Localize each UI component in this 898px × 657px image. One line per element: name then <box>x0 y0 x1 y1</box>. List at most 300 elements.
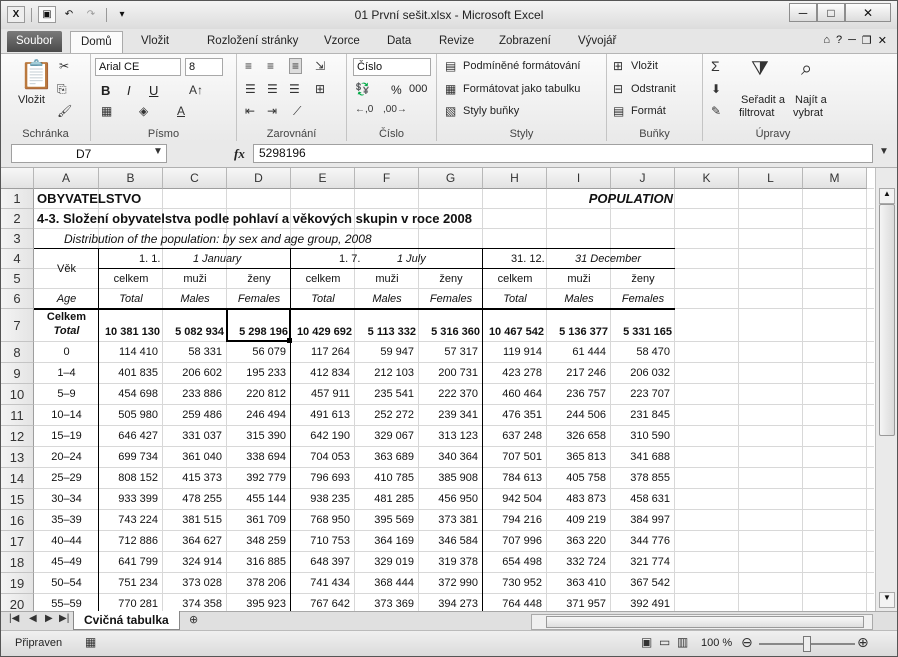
font-size-field[interactable]: 8 <box>185 58 223 76</box>
selected-cell-d7[interactable] <box>226 308 291 342</box>
cell-value[interactable]: 59 947 <box>380 346 414 358</box>
cell-value[interactable]: 310 590 <box>630 430 670 442</box>
column-header-i[interactable]: I <box>547 168 611 189</box>
cell-celkem[interactable]: Celkem <box>46 311 87 323</box>
row-header-10[interactable]: 10 <box>1 384 34 405</box>
cell-value[interactable]: 341 688 <box>630 451 670 463</box>
cell-header-en[interactable]: Males <box>372 293 402 305</box>
last-sheet-icon[interactable]: ▶| <box>59 613 70 624</box>
cell-title-cz[interactable]: OBYVATELSTVO <box>37 191 142 206</box>
tab-view[interactable]: Zobrazení <box>499 35 551 47</box>
cell-value[interactable]: 56 079 <box>252 346 286 358</box>
cell-header-en[interactable]: Females <box>429 293 473 305</box>
cell-value[interactable]: 321 774 <box>630 556 670 568</box>
cell-value[interactable]: 457 911 <box>311 388 350 400</box>
format-painter-icon[interactable]: 🖌 <box>57 104 73 118</box>
cell-value[interactable]: 770 281 <box>118 598 158 610</box>
cell-table-subheading[interactable]: Distribution of the population: by sex and age group, 2008 <box>64 232 372 246</box>
cell-value[interactable]: 654 498 <box>502 556 542 568</box>
name-box-dropdown-icon[interactable]: ▼ <box>153 146 163 157</box>
sort-filter-label-1[interactable]: Seřadit a <box>741 94 786 106</box>
cell-value[interactable]: 316 885 <box>246 556 286 568</box>
cell-age-group[interactable]: 45–49 <box>51 556 82 568</box>
cell-value[interactable]: 378 855 <box>630 472 670 484</box>
scroll-up-icon[interactable]: ▲ <box>879 188 895 204</box>
increase-indent-icon[interactable]: ⇥ <box>267 104 278 118</box>
cell-value[interactable]: 373 381 <box>438 514 478 526</box>
cell-value[interactable]: 378 206 <box>246 577 286 589</box>
cell-header-en[interactable]: Total <box>503 293 527 305</box>
cell-age-group[interactable]: 30–34 <box>51 493 82 505</box>
align-bottom-icon[interactable]: ≡ <box>289 58 302 74</box>
cell-value[interactable]: 491 613 <box>310 409 350 421</box>
cell-value[interactable]: 252 272 <box>374 409 414 421</box>
cell-age-group[interactable]: 0 <box>63 346 70 358</box>
cell-value[interactable]: 707 996 <box>502 535 542 547</box>
delete-cells-button[interactable]: Odstranit <box>631 83 676 95</box>
maximize-button[interactable]: □ <box>817 3 845 22</box>
cell-value[interactable]: 374 358 <box>182 598 222 610</box>
cell-total-value[interactable]: 5 136 377 <box>559 326 608 338</box>
decrease-indent-icon[interactable]: ⇤ <box>245 104 256 118</box>
cell-value[interactable]: 372 990 <box>438 577 478 589</box>
sort-filter-label-2[interactable]: filtrovat <box>739 107 775 119</box>
cell-value[interactable]: 363 689 <box>374 451 414 463</box>
horizontal-scroll-thumb[interactable] <box>546 616 864 628</box>
cell-date-3-en[interactable]: 31 December <box>575 253 642 265</box>
cell-value[interactable]: 114 410 <box>119 346 158 358</box>
cell-value[interactable]: 200 731 <box>438 367 478 379</box>
cell-header-cz[interactable]: celkem <box>497 273 533 285</box>
cell-value[interactable]: 642 190 <box>310 430 350 442</box>
bold-button[interactable]: B <box>101 83 111 98</box>
cell-value[interactable]: 456 950 <box>438 493 478 505</box>
row-header-9[interactable]: 9 <box>1 363 34 384</box>
clear-icon[interactable]: ✎ <box>711 104 722 118</box>
number-format-field[interactable]: Číslo <box>353 58 431 76</box>
page-break-view-icon[interactable]: ▥ <box>677 635 689 649</box>
row-header-2[interactable]: 2 <box>1 209 34 229</box>
zoom-slider-thumb[interactable] <box>803 636 811 652</box>
doc-restore-icon[interactable]: ❐ <box>861 35 872 47</box>
cell-value[interactable]: 385 908 <box>438 472 478 484</box>
cell-value[interactable]: 367 542 <box>630 577 670 589</box>
copy-icon[interactable]: ⎘ <box>57 82 67 96</box>
find-select-label-2[interactable]: vybrat <box>793 107 823 119</box>
row-header-6[interactable]: 6 <box>1 289 34 309</box>
cell-header-cz[interactable]: muži <box>375 273 399 285</box>
column-header-d[interactable]: D <box>227 168 291 189</box>
cell-value[interactable]: 57 317 <box>444 346 478 358</box>
cell-value[interactable]: 646 427 <box>118 430 158 442</box>
cell-value[interactable]: 483 873 <box>566 493 606 505</box>
cell-header-cz[interactable]: ženy <box>247 273 271 285</box>
cell-value[interactable]: 363 410 <box>566 577 606 589</box>
tab-review[interactable]: Revize <box>439 35 475 47</box>
cell-value[interactable]: 346 584 <box>438 535 478 547</box>
cell-value[interactable]: 239 341 <box>438 409 478 421</box>
column-header-j[interactable]: J <box>611 168 675 189</box>
cell-value[interactable]: 505 980 <box>118 409 158 421</box>
row-header-13[interactable]: 13 <box>1 447 34 468</box>
cell-value[interactable]: 395 923 <box>246 598 286 610</box>
zoom-out-icon[interactable]: ⊖ <box>741 634 753 650</box>
page-layout-view-icon[interactable]: ▭ <box>659 635 671 649</box>
cell-value[interactable]: 58 331 <box>188 346 222 358</box>
cell-header-cz[interactable]: celkem <box>113 273 149 285</box>
cell-value[interactable]: 405 758 <box>566 472 606 484</box>
cell-value[interactable]: 58 470 <box>636 346 670 358</box>
row-header-20[interactable]: 20 <box>1 594 34 611</box>
cell-value[interactable]: 348 259 <box>246 535 286 547</box>
cell-value[interactable]: 712 886 <box>118 535 158 547</box>
cell-value[interactable]: 329 019 <box>374 556 414 568</box>
italic-button[interactable]: I <box>127 83 131 98</box>
cell-header-en[interactable]: Total <box>119 293 143 305</box>
cell-value[interactable]: 212 103 <box>374 367 414 379</box>
cell-value[interactable]: 371 957 <box>566 598 606 610</box>
merge-center-icon[interactable]: ⊞ <box>315 82 326 96</box>
cell-value[interactable]: 206 602 <box>182 367 222 379</box>
cell-total-value[interactable]: 5 331 165 <box>623 326 672 338</box>
cell-total-value[interactable]: 5 298 196 <box>239 326 288 338</box>
cell-header-cz[interactable]: muži <box>183 273 207 285</box>
cell-value[interactable]: 764 448 <box>502 598 542 610</box>
row-header-12[interactable]: 12 <box>1 426 34 447</box>
cell-header-age[interactable]: Age <box>56 293 77 305</box>
cell-value[interactable]: 381 515 <box>182 514 222 526</box>
undo-icon[interactable]: ↶ <box>64 9 74 20</box>
group-label-number: Číslo <box>378 128 405 140</box>
align-top-icon[interactable]: ≡ <box>245 59 253 73</box>
cell-header-en[interactable]: Females <box>237 293 281 305</box>
cell-value[interactable]: 454 698 <box>118 388 158 400</box>
align-right-icon[interactable]: ☰ <box>289 82 300 96</box>
cell-total-value[interactable]: 10 429 692 <box>296 326 352 338</box>
column-header-g[interactable]: G <box>419 168 483 189</box>
ribbon-minimize-icon[interactable]: ⌂ <box>823 34 830 46</box>
format-cells-button[interactable]: Formát <box>631 105 666 117</box>
formula-input[interactable]: 5298196 <box>253 144 873 163</box>
cell-value[interactable]: 361 040 <box>182 451 222 463</box>
cell-total-value[interactable]: 10 381 130 <box>104 326 160 338</box>
cell-total-value[interactable]: 5 113 332 <box>367 326 416 338</box>
row-header-8[interactable]: 8 <box>1 342 34 363</box>
column-header-m[interactable]: M <box>803 168 867 189</box>
cell-value[interactable]: 332 724 <box>566 556 606 568</box>
row-header-15[interactable]: 15 <box>1 489 34 510</box>
customize-toolbar-icon[interactable]: ▾ <box>119 9 125 20</box>
currency-icon[interactable]: 💱 <box>355 82 370 96</box>
cell-value[interactable]: 244 506 <box>566 409 606 421</box>
cell-value[interactable]: 401 835 <box>118 367 158 379</box>
vertical-scrollbar[interactable] <box>875 168 898 611</box>
cell-header-en[interactable]: Males <box>180 293 210 305</box>
normal-view-icon[interactable]: ▣ <box>641 635 653 649</box>
row-header-4[interactable]: 4 <box>1 249 34 269</box>
cell-header-vek[interactable]: Věk <box>57 263 76 275</box>
paste-button[interactable]: Vložit <box>18 94 45 106</box>
fill-color-icon[interactable]: ◈ <box>139 104 149 118</box>
cell-value[interactable]: 246 494 <box>246 409 286 421</box>
cell-age-group[interactable]: 40–44 <box>51 535 82 547</box>
conditional-format-button[interactable]: Podmíněné formátování <box>463 60 581 72</box>
save-icon[interactable]: ▣ <box>38 6 56 23</box>
cell-value[interactable]: 415 373 <box>182 472 222 484</box>
cell-age-group[interactable]: 5–9 <box>57 388 76 400</box>
macro-record-icon[interactable]: ▦ <box>85 635 97 649</box>
cell-header-cz[interactable]: ženy <box>631 273 655 285</box>
cell-value[interactable]: 476 351 <box>502 409 542 421</box>
cell-value[interactable]: 423 278 <box>502 367 542 379</box>
tab-home[interactable]: Domů <box>70 31 123 53</box>
cell-value[interactable]: 331 037 <box>182 430 222 442</box>
paste-icon[interactable]: 📋 <box>19 59 54 90</box>
thousands-button[interactable]: 000 <box>409 83 428 95</box>
cell-total-value[interactable]: 5 316 360 <box>431 326 480 338</box>
font-color-icon[interactable]: A <box>177 104 186 118</box>
column-header-e[interactable]: E <box>291 168 355 189</box>
cell-value[interactable]: 364 169 <box>374 535 414 547</box>
cell-value[interactable]: 61 444 <box>572 346 606 358</box>
cell-value[interactable]: 119 914 <box>503 346 542 358</box>
cell-value[interactable]: 794 216 <box>502 514 542 526</box>
cell-age-group[interactable]: 35–39 <box>51 514 82 526</box>
row-header-1[interactable]: 1 <box>1 189 34 209</box>
row-header-18[interactable]: 18 <box>1 552 34 573</box>
sheet-tab-active[interactable]: Cvičná tabulka <box>73 611 180 630</box>
column-header-l[interactable]: L <box>739 168 803 189</box>
row-header-14[interactable]: 14 <box>1 468 34 489</box>
cell-value[interactable]: 259 486 <box>182 409 222 421</box>
tab-data[interactable]: Data <box>387 35 412 47</box>
cell-value[interactable]: 206 032 <box>630 367 670 379</box>
cell-value[interactable]: 751 234 <box>118 577 158 589</box>
cell-age-group[interactable]: 10–14 <box>51 409 82 421</box>
cell-value[interactable]: 233 886 <box>182 388 222 400</box>
cell-value[interactable]: 338 694 <box>246 451 286 463</box>
cell-value[interactable]: 784 613 <box>502 472 542 484</box>
cell-value[interactable]: 704 053 <box>310 451 350 463</box>
cell-date-2[interactable]: 1. 7. <box>339 253 361 265</box>
cell-age-group[interactable]: 50–54 <box>51 577 82 589</box>
cell-value[interactable]: 392 491 <box>630 598 670 610</box>
format-table-button[interactable]: Formátovat jako tabulku <box>463 83 581 95</box>
column-header-c[interactable]: C <box>163 168 227 189</box>
worksheet-grid[interactable] <box>1 168 875 611</box>
autosum-icon[interactable]: Σ <box>711 58 720 74</box>
cell-value[interactable]: 710 753 <box>310 535 350 547</box>
zoom-level[interactable]: 100 % <box>701 637 733 649</box>
cell-header-en[interactable]: Females <box>621 293 665 305</box>
cell-value[interactable]: 637 248 <box>502 430 542 442</box>
cell-title-en[interactable]: POPULATION <box>588 191 673 206</box>
cell-value[interactable]: 217 246 <box>566 367 606 379</box>
expand-formula-icon[interactable]: ▼ <box>879 146 889 157</box>
column-header-a[interactable]: A <box>34 168 99 189</box>
cell-value[interactable]: 478 255 <box>182 493 222 505</box>
cell-value[interactable]: 938 235 <box>310 493 350 505</box>
cell-value[interactable]: 455 144 <box>246 493 286 505</box>
cell-value[interactable]: 942 504 <box>502 493 542 505</box>
excel-app-icon[interactable]: X <box>7 6 25 23</box>
row-header-3[interactable]: 3 <box>1 229 34 249</box>
cell-value[interactable]: 373 028 <box>182 577 222 589</box>
help-icon[interactable]: ? <box>835 34 843 46</box>
new-sheet-icon[interactable]: ⊕ <box>189 614 199 626</box>
horizontal-scrollbar[interactable] <box>531 614 873 630</box>
cell-date-3[interactable]: 31. 12. <box>511 253 545 265</box>
cell-value[interactable]: 395 569 <box>374 514 414 526</box>
cell-table-heading[interactable]: 4-3. Složení obyvatelstva podle pohlaví a věkových skupin v roce 2008 <box>37 211 472 226</box>
cell-total[interactable]: Total <box>53 325 80 337</box>
cell-header-en[interactable]: Males <box>564 293 594 305</box>
cell-total-value[interactable]: 5 082 934 <box>175 326 224 338</box>
cell-value[interactable]: 324 914 <box>182 556 222 568</box>
tab-insert[interactable]: Vložit <box>141 35 170 47</box>
cell-age-group[interactable]: 20–24 <box>51 451 82 463</box>
cell-value[interactable]: 767 642 <box>310 598 350 610</box>
cell-value[interactable]: 481 285 <box>374 493 414 505</box>
cell-value[interactable]: 315 390 <box>246 430 286 442</box>
doc-close-icon[interactable]: ✕ <box>877 35 887 47</box>
cell-age-group[interactable]: 15–19 <box>51 430 82 442</box>
column-header-f[interactable]: F <box>355 168 419 189</box>
fx-label[interactable]: fx <box>234 146 245 161</box>
tab-page-layout[interactable]: Rozložení stránky <box>207 35 299 47</box>
cell-value[interactable]: 384 997 <box>630 514 670 526</box>
cell-date-2-en[interactable]: 1 July <box>397 253 426 265</box>
row-header-17[interactable]: 17 <box>1 531 34 552</box>
cell-value[interactable]: 329 067 <box>374 430 414 442</box>
row-header-5[interactable]: 5 <box>1 269 34 289</box>
cell-value[interactable]: 340 364 <box>438 451 478 463</box>
cell-value[interactable]: 768 950 <box>310 514 350 526</box>
cell-value[interactable]: 641 799 <box>118 556 158 568</box>
cell-value[interactable]: 365 813 <box>566 451 606 463</box>
cell-value[interactable]: 410 785 <box>374 472 414 484</box>
cell-value[interactable]: 222 370 <box>438 388 478 400</box>
column-header-k[interactable]: K <box>675 168 739 189</box>
cell-value[interactable]: 236 757 <box>566 388 606 400</box>
cell-header-en[interactable]: Total <box>311 293 335 305</box>
cell-value[interactable]: 231 845 <box>630 409 670 421</box>
increase-decimal-icon[interactable]: ←,0 <box>355 104 374 115</box>
cell-value[interactable]: 394 273 <box>438 598 478 610</box>
align-left-icon[interactable]: ☰ <box>245 82 256 96</box>
minimize-button[interactable]: ─ <box>789 3 817 22</box>
cell-value[interactable]: 796 693 <box>310 472 350 484</box>
next-sheet-icon[interactable]: ▶ <box>45 613 53 624</box>
underline-button[interactable]: U <box>149 83 159 98</box>
grow-font-icon[interactable]: A↑ <box>189 83 204 97</box>
tab-developer[interactable]: Vývojář <box>578 35 617 47</box>
row-header-7[interactable]: 7 <box>1 309 34 342</box>
cell-value[interactable]: 460 464 <box>502 388 542 400</box>
cell-value[interactable]: 730 952 <box>502 577 542 589</box>
cell-value[interactable]: 707 501 <box>502 451 542 463</box>
cell-value[interactable]: 699 734 <box>118 451 158 463</box>
cell-value[interactable]: 648 397 <box>310 556 350 568</box>
cell-value[interactable]: 412 834 <box>310 367 350 379</box>
cell-value[interactable]: 195 233 <box>246 367 286 379</box>
cell-total-value[interactable]: 10 467 542 <box>488 326 544 338</box>
cell-age-group[interactable]: 1–4 <box>57 367 76 379</box>
cell-age-group[interactable]: 25–29 <box>51 472 82 484</box>
cell-date-1-en[interactable]: 1 January <box>193 253 242 265</box>
cell-value[interactable]: 368 444 <box>374 577 414 589</box>
select-all-corner[interactable] <box>1 168 34 189</box>
cell-value[interactable]: 373 369 <box>374 598 414 610</box>
cell-value[interactable]: 223 707 <box>630 388 670 400</box>
align-middle-icon[interactable]: ≡ <box>267 59 275 73</box>
cut-icon[interactable]: ✂ <box>59 59 70 73</box>
cell-value[interactable]: 361 709 <box>246 514 286 526</box>
close-button[interactable]: ✕ <box>845 3 891 22</box>
tab-file[interactable]: Soubor <box>7 31 62 52</box>
redo-icon[interactable]: ↷ <box>86 9 96 20</box>
cell-value[interactable]: 364 627 <box>182 535 222 547</box>
cell-value[interactable]: 743 224 <box>118 514 158 526</box>
column-header-h[interactable]: H <box>483 168 547 189</box>
zoom-in-icon[interactable]: ⊕ <box>857 634 869 650</box>
fill-icon[interactable]: ⬇ <box>711 82 722 96</box>
prev-sheet-icon[interactable]: ◀ <box>29 613 37 624</box>
cell-value[interactable]: 363 220 <box>566 535 606 547</box>
fill-handle[interactable] <box>287 338 292 343</box>
cell-age-group[interactable]: 55–59 <box>51 598 82 610</box>
cell-value[interactable]: 117 264 <box>311 346 350 358</box>
cell-value[interactable]: 808 152 <box>118 472 158 484</box>
font-name-field[interactable]: Arial CE <box>95 58 181 76</box>
cell-value[interactable]: 392 779 <box>246 472 286 484</box>
first-sheet-icon[interactable]: |◀ <box>9 613 20 624</box>
cell-value[interactable]: 319 378 <box>438 556 478 568</box>
column-header-b[interactable]: B <box>99 168 163 189</box>
wrap-text-icon[interactable]: ⇲ <box>315 59 326 73</box>
cell-value[interactable]: 235 541 <box>374 388 414 400</box>
cell-value[interactable]: 344 776 <box>630 535 670 547</box>
find-select-label-1[interactable]: Najít a <box>795 94 827 106</box>
cell-value[interactable]: 458 631 <box>630 493 670 505</box>
scroll-thumb[interactable] <box>879 204 895 436</box>
insert-cells-button[interactable]: Vložit <box>631 60 658 72</box>
orientation-icon[interactable]: ⟋ <box>293 104 302 118</box>
cell-header-cz[interactable]: muži <box>567 273 591 285</box>
cell-value[interactable]: 313 123 <box>438 430 478 442</box>
scroll-down-icon[interactable]: ▼ <box>879 592 895 608</box>
cell-value[interactable]: 741 434 <box>310 577 350 589</box>
align-center-icon[interactable]: ☰ <box>267 82 278 96</box>
row-header-19[interactable]: 19 <box>1 573 34 594</box>
cell-header-cz[interactable]: celkem <box>305 273 341 285</box>
cell-date-1[interactable]: 1. 1. <box>139 253 161 265</box>
tab-formulas[interactable]: Vzorce <box>324 35 360 47</box>
cell-value[interactable]: 220 812 <box>246 388 286 400</box>
borders-icon[interactable]: ▦ <box>101 104 113 118</box>
percent-button[interactable]: % <box>391 83 402 97</box>
cell-value[interactable]: 933 399 <box>118 493 158 505</box>
cell-styles-button[interactable]: Styly buňky <box>463 105 520 117</box>
cell-value[interactable]: 409 219 <box>566 514 606 526</box>
doc-minimize-icon[interactable]: ─ <box>848 34 856 46</box>
decrease-decimal-icon[interactable]: ,00→ <box>383 104 407 115</box>
cell-header-cz[interactable]: ženy <box>439 273 463 285</box>
name-box[interactable] <box>11 144 167 163</box>
row-header-11[interactable]: 11 <box>1 405 34 426</box>
cell-value[interactable]: 326 658 <box>566 430 606 442</box>
row-header-16[interactable]: 16 <box>1 510 34 531</box>
